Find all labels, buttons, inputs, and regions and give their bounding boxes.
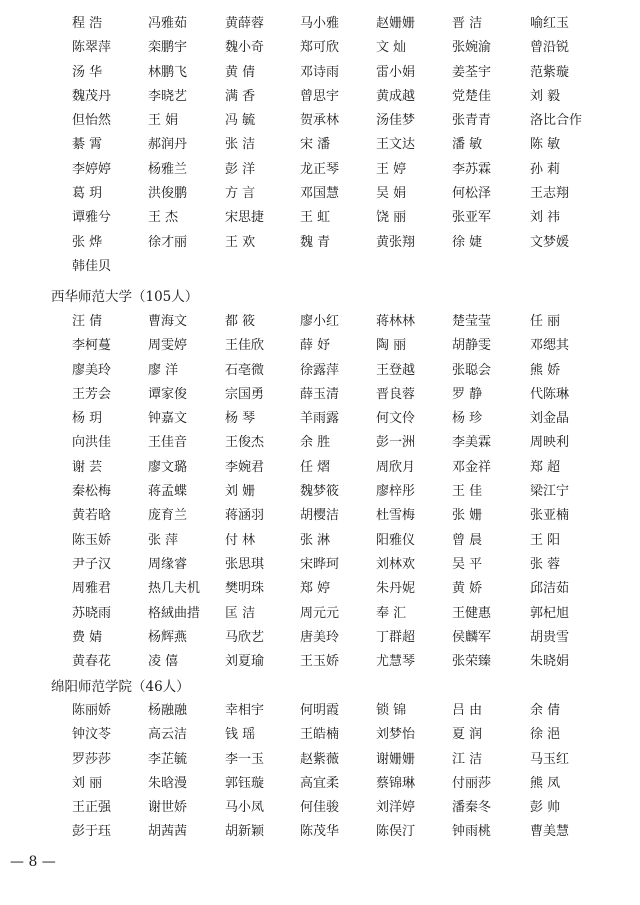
person-name: 周映利 [530, 435, 570, 451]
person-name: 饶 丽 [376, 210, 407, 226]
person-name: 郑 婷 [300, 581, 331, 597]
person-name: 徐 婕 [452, 234, 483, 250]
person-name: 薛 妤 [300, 338, 331, 354]
person-name: 宋 潘 [300, 137, 331, 153]
person-name: 都 筱 [225, 314, 256, 329]
person-name: 匡 洁 [225, 605, 256, 621]
person-name: 吕 由 [452, 703, 483, 718]
person-name: 郑 超 [530, 459, 561, 475]
name-row [0, 699, 640, 723]
person-name: 徐露萍 [300, 362, 340, 378]
person-name: 江 洁 [452, 751, 483, 767]
person-name: 吴 娟 [376, 186, 407, 202]
person-name: 邓国慧 [300, 186, 340, 202]
person-name: 胡新颖 [225, 824, 265, 840]
person-name: 谢姗姗 [376, 751, 416, 767]
person-name: 杨 琴 [225, 411, 256, 427]
person-name: 丁群超 [376, 629, 416, 645]
name-row [0, 820, 640, 844]
person-name: 谢世娇 [148, 800, 188, 816]
person-name: 侯麟军 [452, 629, 492, 645]
person-name: 汪 倩 [72, 314, 103, 329]
person-name: 张婉渝 [452, 40, 492, 56]
person-name: 薛玉清 [300, 386, 340, 402]
person-name: 刘洋婷 [376, 800, 416, 816]
person-name: 綦 霄 [72, 137, 103, 153]
person-name: 杜雪梅 [376, 508, 416, 524]
person-name: 曾沿锐 [530, 40, 570, 56]
person-name: 曹海文 [148, 314, 188, 329]
person-name: 陶 丽 [376, 338, 407, 354]
person-name: 王正强 [72, 800, 112, 816]
person-name: 王芳会 [72, 386, 112, 402]
person-name: 熊 凤 [530, 775, 561, 791]
person-name: 姜荃宇 [452, 64, 492, 80]
person-name: 曾 晨 [452, 532, 483, 548]
person-name: 冯 毓 [225, 113, 256, 129]
person-name: 陈玉娇 [72, 532, 112, 548]
person-name: 宗国勇 [225, 386, 265, 402]
person-name: 钟汶苓 [72, 727, 112, 743]
name-row [0, 310, 640, 334]
person-name: 洪俊鹏 [148, 186, 188, 202]
person-name: 何佳骏 [300, 800, 340, 816]
person-name: 杨雅兰 [148, 161, 188, 177]
person-name: 廖梓彤 [376, 484, 416, 500]
person-name: 胡贵雪 [530, 629, 570, 645]
person-name: 郑可欣 [300, 40, 340, 56]
name-row [0, 796, 640, 820]
person-name: 潘 敏 [452, 137, 483, 153]
person-name: 胡茜茜 [148, 824, 188, 840]
person-name: 廖小红 [300, 314, 340, 329]
name-row [0, 383, 640, 407]
person-name: 凌 僖 [148, 654, 179, 670]
person-name: 徐才丽 [148, 234, 188, 250]
person-name: 邓缌其 [530, 338, 570, 354]
person-name: 钱 瑶 [225, 727, 256, 743]
person-name: 张 萍 [148, 532, 179, 548]
person-name: 周欣月 [376, 459, 416, 475]
person-name: 张荣臻 [452, 654, 492, 670]
person-name: 朱晓娟 [530, 654, 570, 670]
person-name: 任 丽 [530, 314, 561, 329]
person-name: 尹子汉 [72, 556, 112, 572]
person-name: 韩佳贝 [72, 258, 112, 274]
person-name: 张思琪 [225, 556, 265, 572]
person-name: 马小雅 [300, 16, 340, 31]
person-name: 陈茂华 [300, 824, 340, 840]
person-name: 王登越 [376, 362, 416, 378]
name-row [0, 334, 640, 358]
person-name: 秦松梅 [72, 484, 112, 500]
person-name: 邓诗雨 [300, 64, 340, 80]
person-name: 胡樱洁 [300, 508, 340, 524]
person-name: 罗 静 [452, 386, 483, 402]
person-name: 魏茂丹 [72, 88, 112, 104]
name-row [0, 577, 640, 601]
person-name: 赵姗姗 [376, 16, 416, 31]
person-name: 孙 莉 [530, 161, 561, 177]
person-name: 魏 青 [300, 234, 331, 250]
section-heading-xihua: 西华师范大学（105人） [51, 289, 199, 305]
person-name: 邱洁茹 [530, 581, 570, 597]
person-name: 周雅君 [72, 581, 112, 597]
person-name: 夏 润 [452, 727, 483, 743]
person-name: 马欣艺 [225, 629, 265, 645]
name-row [0, 158, 640, 182]
name-row [0, 553, 640, 577]
person-name: 王志翔 [530, 186, 570, 202]
person-name: 杨融融 [148, 703, 188, 718]
person-name: 钟嘉文 [148, 411, 188, 427]
name-row [0, 456, 640, 480]
person-name: 满 香 [225, 88, 256, 104]
person-name: 范紫璇 [530, 64, 570, 80]
person-name: 谭家俊 [148, 386, 188, 402]
person-name: 汤 华 [72, 64, 103, 80]
person-name: 程 浩 [72, 16, 103, 31]
person-name: 但怡然 [72, 113, 112, 129]
person-name: 方 言 [225, 186, 256, 202]
person-name: 张亚军 [452, 210, 492, 226]
section-heading-mianyang: 绵阳师范学院（46人） [51, 679, 190, 695]
person-name: 赵紫薇 [300, 751, 340, 767]
person-name: 王俊杰 [225, 435, 265, 451]
name-row [0, 206, 640, 230]
person-name: 刘梦怡 [376, 727, 416, 743]
name-row [0, 748, 640, 772]
person-name: 洛比合作 [530, 113, 583, 129]
name-row [0, 480, 640, 504]
name-row [0, 650, 640, 674]
person-name: 高宜柔 [300, 775, 340, 791]
name-row [0, 407, 640, 431]
person-name: 刘金晶 [530, 411, 570, 427]
person-name: 向洪佳 [72, 435, 112, 451]
name-row [0, 255, 640, 279]
person-name: 尤慧琴 [376, 654, 416, 670]
person-name: 蒋涵羽 [225, 508, 265, 524]
person-name: 魏小奇 [225, 40, 265, 56]
name-row [0, 431, 640, 455]
person-name: 葛 玥 [72, 186, 103, 202]
name-list-section-1 [0, 12, 640, 279]
person-name: 王文达 [376, 137, 416, 153]
person-name: 陈俣汀 [376, 824, 416, 840]
person-name: 杨 玥 [72, 411, 103, 427]
person-name: 彭一洲 [376, 435, 416, 451]
person-name: 曾思宇 [300, 88, 340, 104]
person-name: 王 杰 [148, 210, 179, 226]
person-name: 宋晔珂 [300, 556, 340, 572]
person-name: 王 娟 [148, 113, 179, 129]
name-list-section-2 [0, 310, 640, 674]
name-row [0, 182, 640, 206]
person-name: 谢 芸 [72, 459, 103, 475]
person-name: 晋 洁 [452, 16, 483, 31]
person-name: 王 阳 [530, 532, 561, 548]
person-name: 庞育兰 [148, 508, 188, 524]
person-name: 马小凤 [225, 800, 265, 816]
person-name: 唐美玲 [300, 629, 340, 645]
person-name: 魏梦筱 [300, 484, 340, 500]
name-row [0, 133, 640, 157]
person-name: 蒋林林 [376, 314, 416, 329]
person-name: 李婷婷 [72, 161, 112, 177]
name-row [0, 602, 640, 626]
name-row [0, 231, 640, 255]
person-name: 文梦媛 [530, 234, 570, 250]
person-name: 黄张翔 [376, 234, 416, 250]
person-name: 高云洁 [148, 727, 188, 743]
name-row [0, 504, 640, 528]
person-name: 张 洁 [225, 137, 256, 153]
person-name: 何明霞 [300, 703, 340, 718]
person-name: 刘林欢 [376, 556, 416, 572]
person-name: 刘夏瑜 [225, 654, 265, 670]
person-name: 阳雅仪 [376, 532, 416, 548]
person-name: 黄 娇 [452, 581, 483, 597]
person-name: 张聪会 [452, 362, 492, 378]
person-name: 王佳音 [148, 435, 188, 451]
person-name: 王 虹 [300, 210, 331, 226]
person-name: 付丽莎 [452, 775, 492, 791]
person-name: 马玉红 [530, 751, 570, 767]
person-name: 钟雨桃 [452, 824, 492, 840]
person-name: 王 婷 [376, 161, 407, 177]
person-name: 王 欢 [225, 234, 256, 250]
name-row [0, 772, 640, 796]
person-name: 潘秦冬 [452, 800, 492, 816]
person-name: 李一玉 [225, 751, 265, 767]
name-row [0, 529, 640, 553]
person-name: 雷小娟 [376, 64, 416, 80]
person-name: 刘 姗 [225, 484, 256, 500]
person-name: 李婉君 [225, 459, 265, 475]
person-name: 郭杞旭 [530, 605, 570, 621]
person-name: 朱丹妮 [376, 581, 416, 597]
person-name: 彭 洋 [225, 161, 256, 177]
person-name: 陈翠萍 [72, 40, 112, 56]
name-row [0, 359, 640, 383]
person-name: 文 灿 [376, 40, 407, 56]
person-name: 王玉娇 [300, 654, 340, 670]
name-row [0, 109, 640, 133]
person-name: 贺承林 [300, 113, 340, 129]
person-name: 郝润丹 [148, 137, 188, 153]
person-name: 幸相宇 [225, 703, 265, 718]
person-name: 党楚佳 [452, 88, 492, 104]
person-name: 张 烨 [72, 234, 103, 250]
person-name: 余 倩 [530, 703, 561, 718]
person-name: 谭雅兮 [72, 210, 112, 226]
person-name: 奉 汇 [376, 605, 407, 621]
person-name: 徐 浥 [530, 727, 561, 743]
person-name: 蒋孟蝶 [148, 484, 188, 500]
person-name: 李晓艺 [148, 88, 188, 104]
person-name: 冯雅茹 [148, 16, 188, 31]
page-number: — 8 — [10, 854, 56, 870]
person-name: 晋良蓉 [376, 386, 416, 402]
person-name: 廖文璐 [148, 459, 188, 475]
person-name: 黄薛蓉 [225, 16, 265, 31]
person-name: 苏晓雨 [72, 605, 112, 621]
person-name: 周缘睿 [148, 556, 188, 572]
name-list-section-3 [0, 699, 640, 845]
person-name: 锁 锦 [376, 703, 407, 718]
person-name: 张 蓉 [530, 556, 561, 572]
person-name: 王 佳 [452, 484, 483, 500]
person-name: 周元元 [300, 605, 340, 621]
person-name: 蔡锦琳 [376, 775, 416, 791]
person-name: 格絨曲措 [148, 605, 201, 621]
name-row [0, 723, 640, 747]
person-name: 黄若晗 [72, 508, 112, 524]
person-name: 廖 洋 [148, 362, 179, 378]
person-name: 张 淋 [300, 532, 331, 548]
person-name: 胡静雯 [452, 338, 492, 354]
person-name: 梁江宁 [530, 484, 570, 500]
person-name: 李苏霖 [452, 161, 492, 177]
person-name: 吴 平 [452, 556, 483, 572]
person-name: 石亳微 [225, 362, 265, 378]
person-name: 罗莎莎 [72, 751, 112, 767]
person-name: 刘 丽 [72, 775, 103, 791]
person-name: 李柯蔓 [72, 338, 112, 354]
name-row [0, 61, 640, 85]
person-name: 周雯婷 [148, 338, 188, 354]
person-name: 何松泽 [452, 186, 492, 202]
person-name: 杨 珍 [452, 411, 483, 427]
person-name: 任 熠 [300, 459, 331, 475]
person-name: 彭于珏 [72, 824, 112, 840]
person-name: 付 林 [225, 532, 256, 548]
person-name: 刘 毅 [530, 88, 561, 104]
person-name: 何文伶 [376, 411, 416, 427]
person-name: 汤佳梦 [376, 113, 416, 129]
person-name: 热几夫机 [148, 581, 201, 597]
person-name: 陈 敏 [530, 137, 561, 153]
person-name: 代陈琳 [530, 386, 570, 402]
person-name: 朱晗漫 [148, 775, 188, 791]
person-name: 李芷毓 [148, 751, 188, 767]
person-name: 黄成越 [376, 88, 416, 104]
name-row [0, 85, 640, 109]
name-row [0, 626, 640, 650]
name-row [0, 12, 640, 36]
person-name: 黄 倩 [225, 64, 256, 80]
person-name: 李美霖 [452, 435, 492, 451]
person-name: 廖美玲 [72, 362, 112, 378]
person-name: 杨辉燕 [148, 629, 188, 645]
person-name: 曹美慧 [530, 824, 570, 840]
person-name: 张亚楠 [530, 508, 570, 524]
person-name: 张 姗 [452, 508, 483, 524]
person-name: 羊雨露 [300, 411, 340, 427]
person-name: 王皓楠 [300, 727, 340, 743]
person-name: 费 婧 [72, 629, 103, 645]
person-name: 樊明珠 [225, 581, 265, 597]
person-name: 喻红玉 [530, 16, 570, 31]
person-name: 楚莹莹 [452, 314, 492, 329]
person-name: 彭 帅 [530, 800, 561, 816]
person-name: 王佳欣 [225, 338, 265, 354]
person-name: 宋思捷 [225, 210, 265, 226]
person-name: 刘 祎 [530, 210, 561, 226]
person-name: 余 胜 [300, 435, 331, 451]
person-name: 龙正琴 [300, 161, 340, 177]
person-name: 栾鹏宇 [148, 40, 188, 56]
person-name: 陈丽娇 [72, 703, 112, 718]
person-name: 王健惠 [452, 605, 492, 621]
person-name: 林鹏飞 [148, 64, 188, 80]
name-row [0, 36, 640, 60]
person-name: 黄春花 [72, 654, 112, 670]
person-name: 熊 娇 [530, 362, 561, 378]
person-name: 邓金祥 [452, 459, 492, 475]
person-name: 张青青 [452, 113, 492, 129]
person-name: 郭钰璇 [225, 775, 265, 791]
